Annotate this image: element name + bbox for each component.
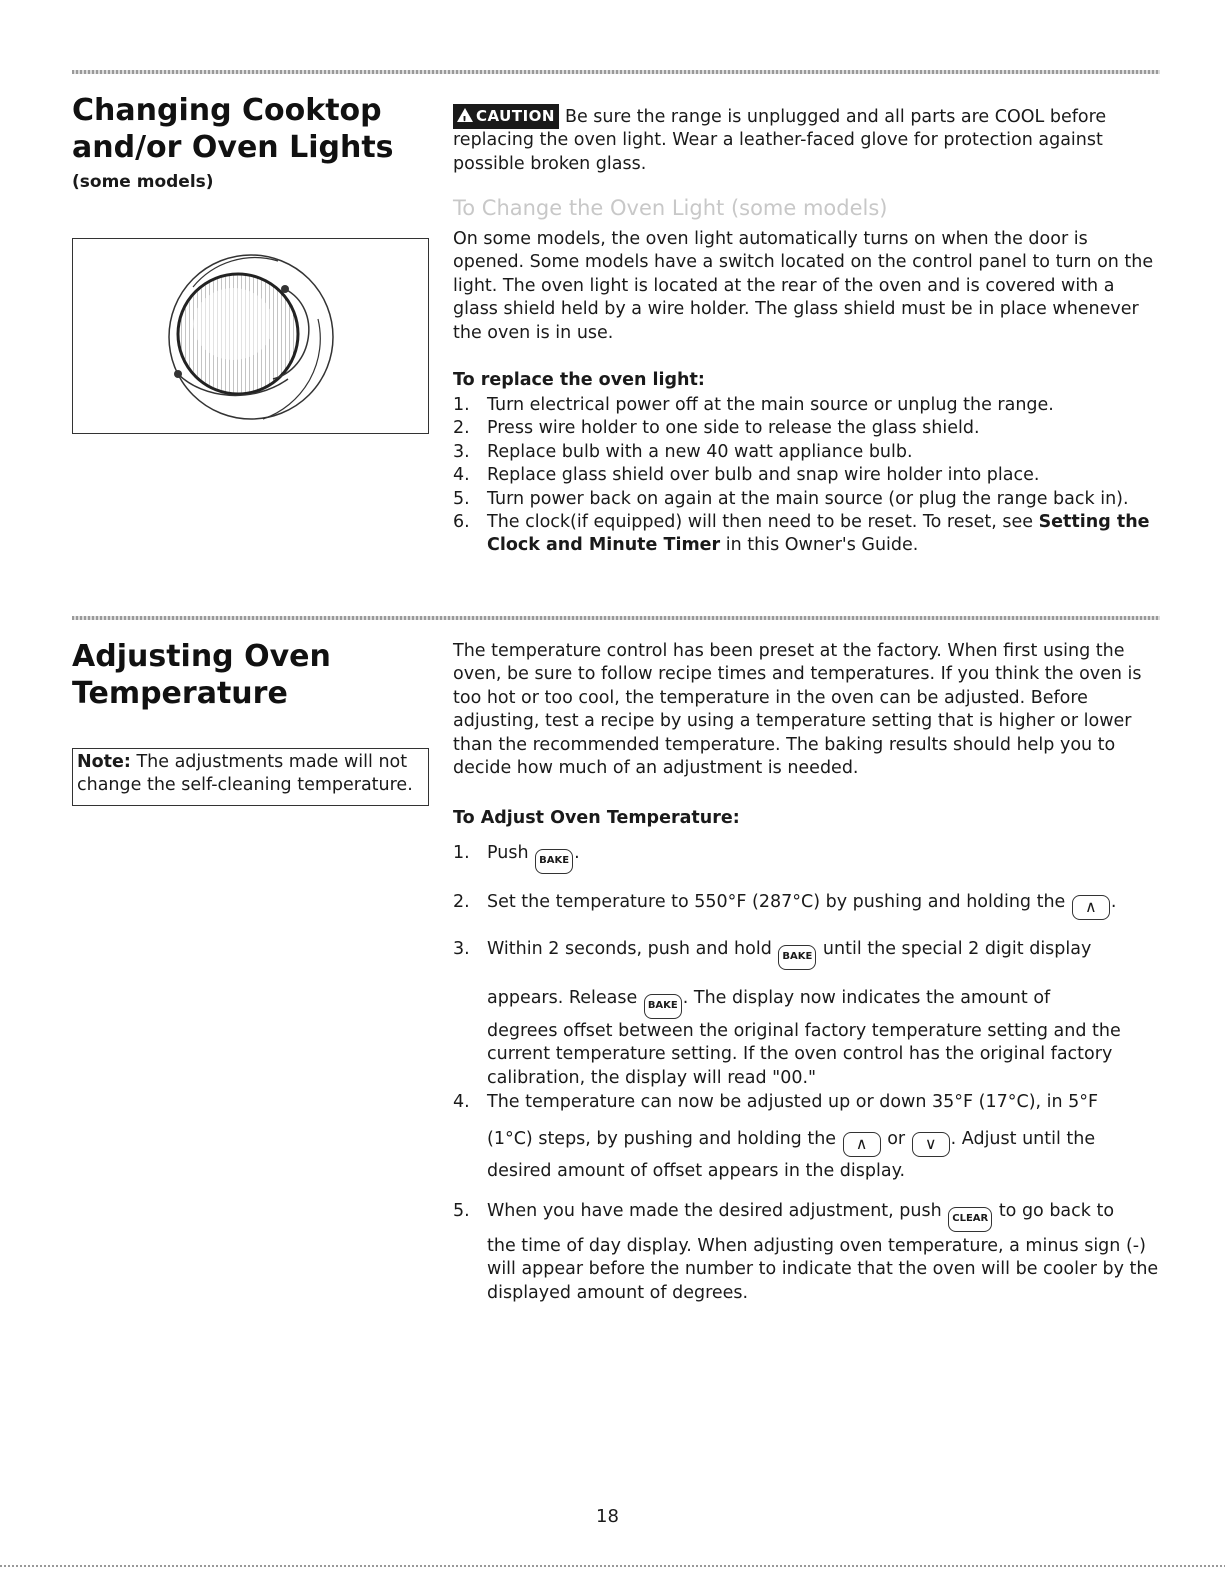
caution-badge — [453, 104, 559, 129]
title-line: and/or Oven Lights — [72, 130, 394, 165]
adjust-temp-heading: To Adjust Oven Temperature: — [453, 808, 740, 828]
note-text: The adjustments made will not change the self-cleaning temperature. — [77, 752, 413, 795]
down-arrow-key-icon: ∨ — [912, 1132, 950, 1157]
clear-key-icon: CLEAR — [948, 1207, 992, 1232]
adjust-step-4-cont: (1°C) steps, by pushing and holding the ∧ or ∨ . Adjust until the — [453, 1128, 1163, 1157]
middle-divider — [72, 616, 1160, 620]
note-box — [72, 748, 429, 806]
list-item: 2. Press wire holder to one side to release the glass shield. — [453, 418, 980, 439]
section-title-temperature — [72, 638, 331, 712]
subhead-change-oven-light: To Change the Oven Light (some models) — [453, 196, 888, 220]
list-item: 3. Replace bulb with a new 40 watt appliance bulb. — [453, 441, 913, 462]
up-arrow-key-icon: ∧ — [1072, 895, 1110, 920]
adjust-step-2 — [453, 891, 1163, 920]
bake-key-icon: BAKE — [778, 945, 816, 970]
title-line: Temperature — [72, 676, 288, 711]
list-item: 5. When you have made the desired adjustment, push CLEAR to go back to — [453, 1200, 1163, 1232]
title-line: Changing Cooktop — [72, 93, 382, 128]
some-models-note: (some models) — [72, 172, 214, 192]
bottom-edge — [0, 1565, 1225, 1567]
list-item: 6. The clock(if equipped) will then need to be reset. To reset, see Setting the Clock and Minute Timer in this Owner's Guide. — [453, 512, 1150, 556]
page-number: 18 — [596, 1506, 619, 1527]
up-arrow-key-icon: ∧ — [843, 1132, 881, 1157]
replace-light-steps — [453, 394, 1163, 558]
warning-icon — [457, 108, 473, 122]
adjust-step-3-rest: degrees offset between the original factory temperature setting and the current temperature setting. If the oven control has the original factory calibration, the display will read "00." — [487, 1021, 1121, 1088]
caution-text: Be sure the range is unplugged and all parts are COOL before replacing the oven light. Wear a leather-faced glove for protection against possible broken glass. — [453, 107, 1107, 174]
list-item: 5. Turn power back on again at the main source (or plug the range back in). — [453, 488, 1129, 509]
bake-key-icon: BAKE — [535, 849, 573, 874]
temperature-intro: The temperature control has been preset at the factory. When first using the oven, be sure to follow recipe times and temperatures. If you think the oven is too hot or too cool, the temperature in the oven can be adjusted. Before adjusting, test a recipe by using a temperature setting that is higher or lower than the recommended temperature. The baking results should help you to decide how much of an adjustment is needed. — [453, 641, 1142, 779]
oven-light-diagram-icon — [73, 239, 430, 435]
adjust-step-1 — [453, 842, 1163, 874]
adjust-step-4 — [453, 1091, 1163, 1114]
list-item: 4. Replace glass shield over bulb and snap wire holder into place. — [453, 465, 1040, 486]
oven-light-illustration — [72, 238, 429, 434]
title-line: Adjusting Oven — [72, 639, 331, 674]
adjust-step-5 — [453, 1200, 1163, 1232]
note-label: Note: — [77, 752, 131, 772]
top-divider — [72, 70, 1160, 74]
list-item: 3. Within 2 seconds, push and hold BAKE until the special 2 digit display — [453, 938, 1163, 970]
adjust-step-3 — [453, 938, 1163, 970]
list-item: 1. Turn electrical power off at the main source or unplug the range. — [453, 395, 1054, 415]
adjust-step-5-rest: the time of day display. When adjusting oven temperature, a minus sign (-) will appear before the number to indicate that the oven will be cooler by the displayed amount of degrees. — [487, 1236, 1159, 1303]
list-item: 4. The temperature can now be adjusted up or down 35°F (17°C), in 5°F — [453, 1092, 1099, 1112]
adjust-step-3-cont: appears. Release BAKE . The display now indicates the amount of — [453, 987, 1163, 1019]
bake-key-icon: BAKE — [644, 994, 682, 1019]
caution-label: CAUTION — [476, 107, 555, 125]
oven-light-intro: On some models, the oven light automatically turns on when the door is opened. Some models have a switch located on the control panel to turn on the light. The oven light is located at the rear of the oven and is covered with a glass shield held by a wire holder. The glass shield must be in place whenever the oven is in use. — [453, 229, 1154, 343]
adjust-step-4-rest: desired amount of offset appears in the display. — [487, 1161, 906, 1181]
list-item: 1. Push BAKE . — [453, 842, 1163, 874]
replace-light-heading: To replace the oven light: — [453, 370, 705, 390]
list-item: 2. Set the temperature to 550°F (287°C) by pushing and holding the ∧ . — [453, 891, 1163, 920]
section-title-lights — [72, 92, 394, 166]
caution-paragraph — [453, 104, 1163, 176]
